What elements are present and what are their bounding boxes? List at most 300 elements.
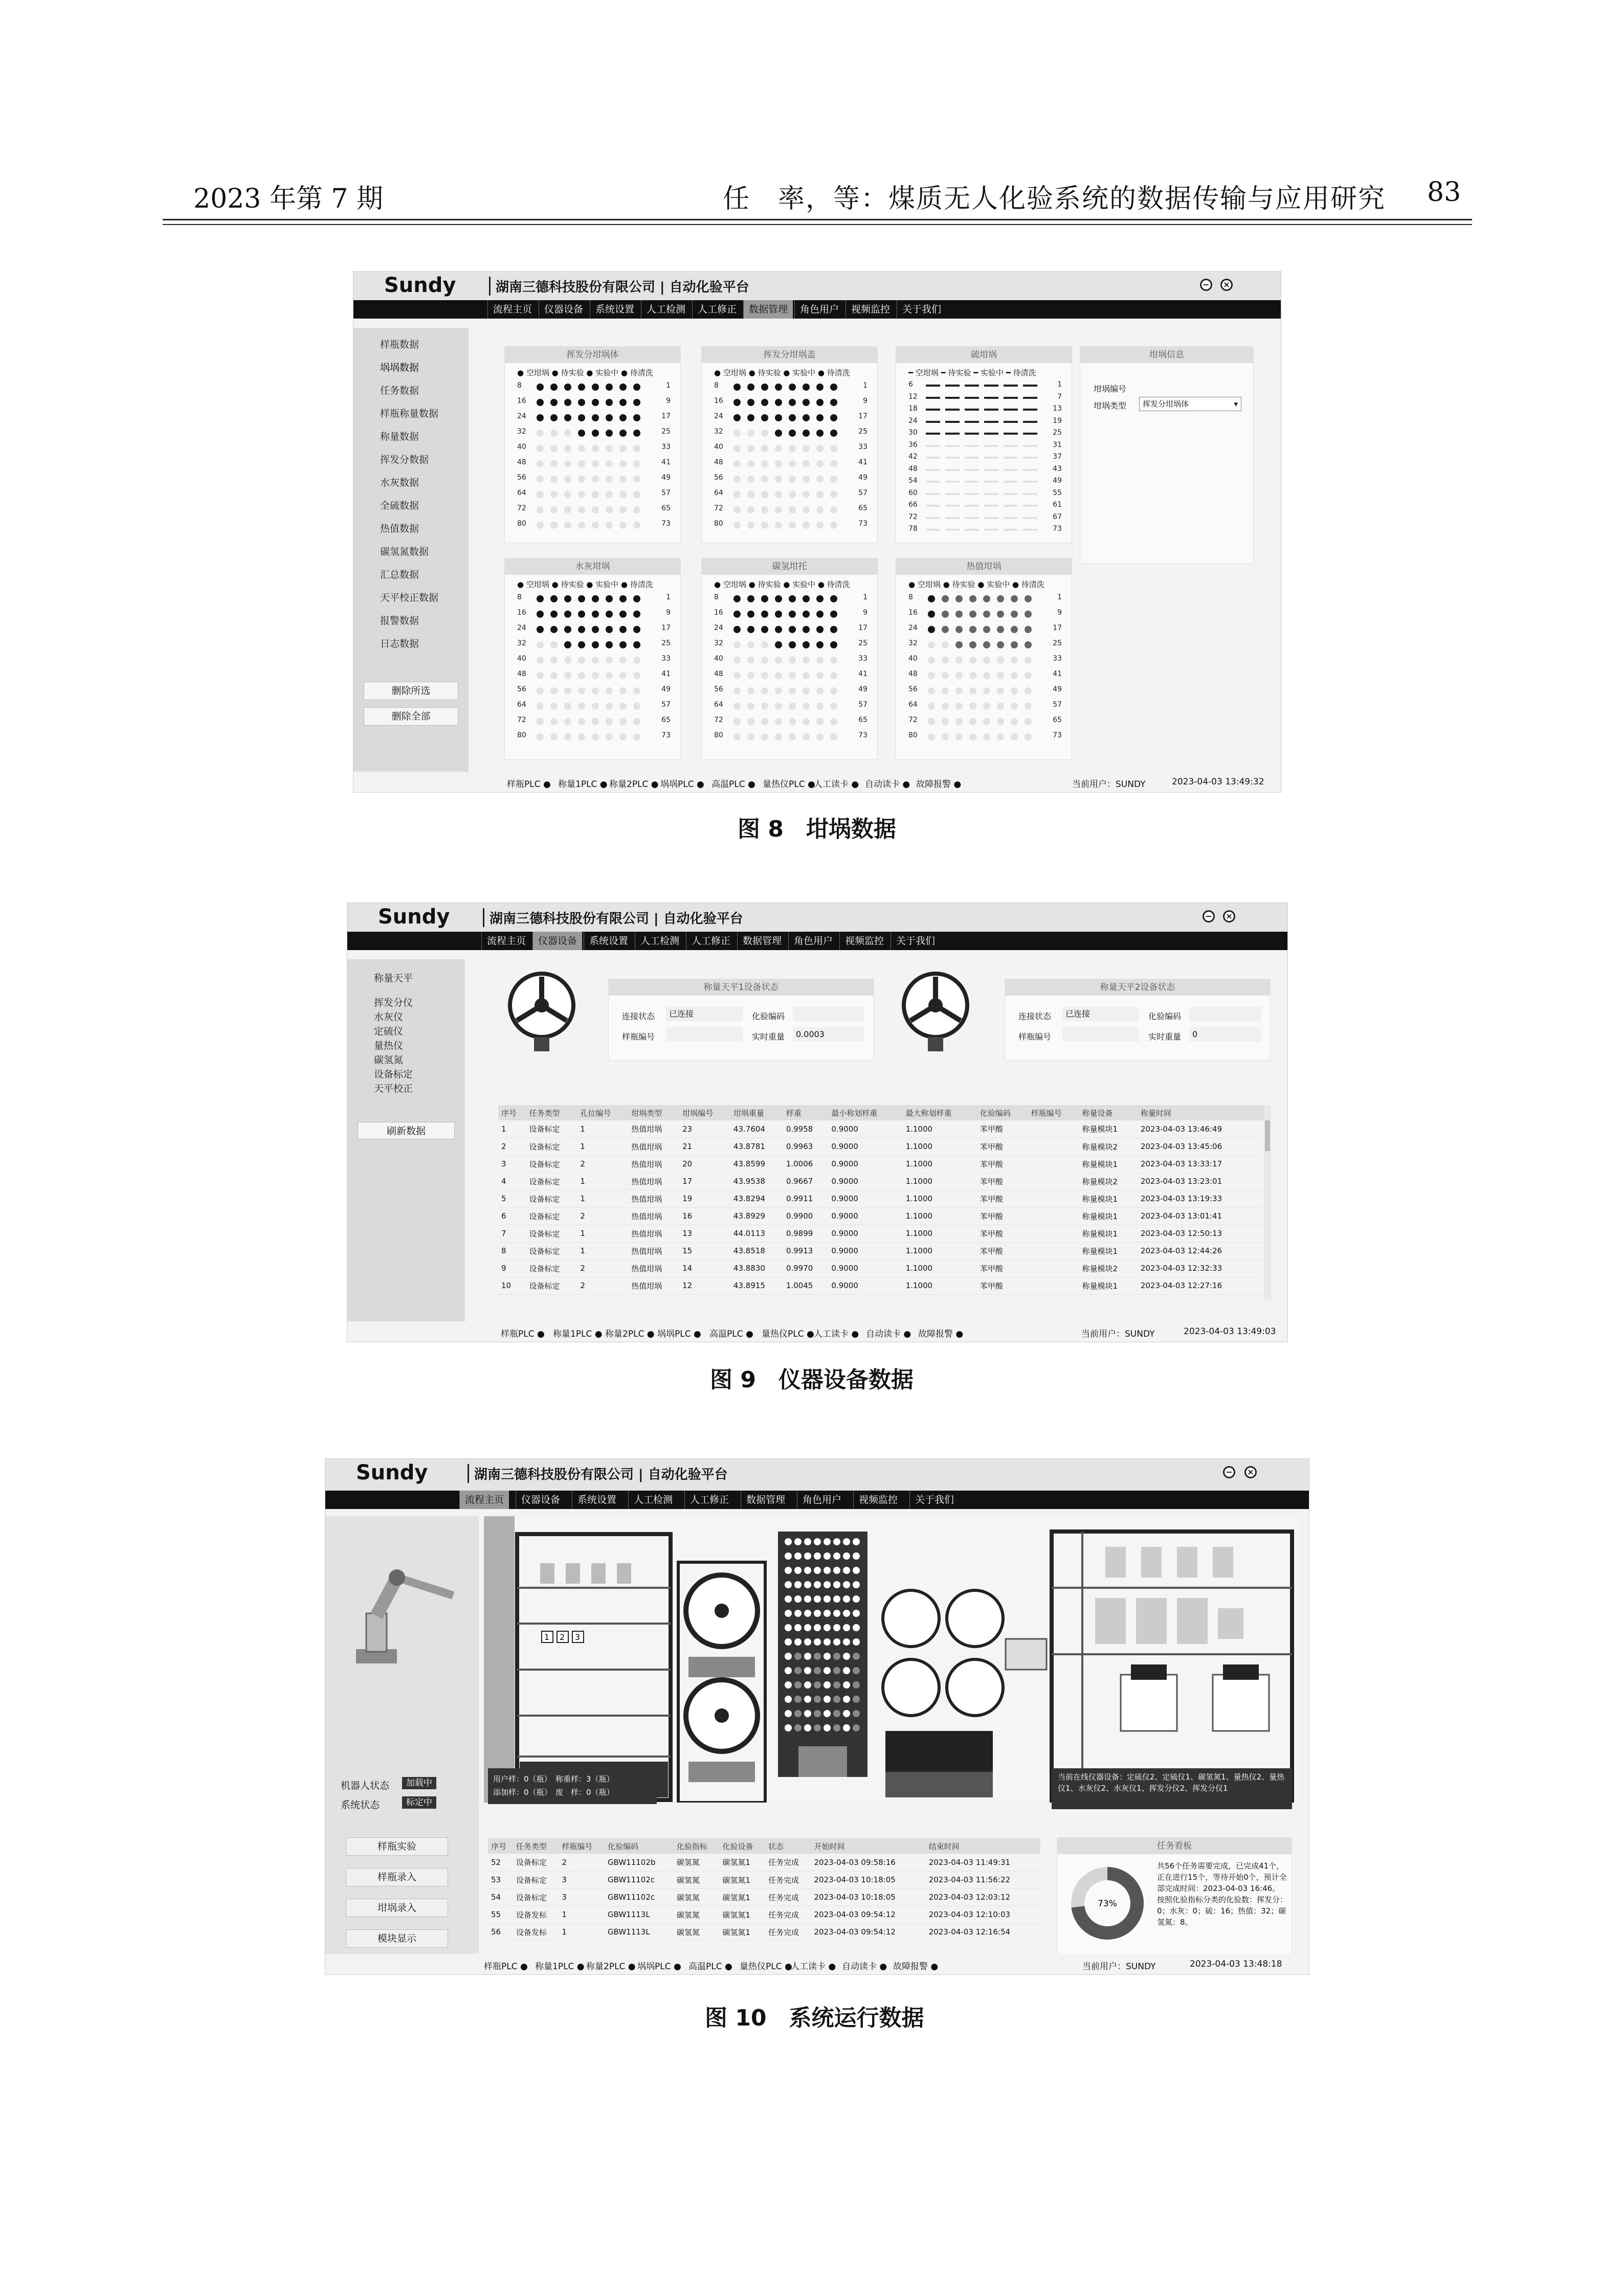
crucible-slot[interactable] <box>733 414 741 421</box>
crucible-slot[interactable] <box>803 522 810 529</box>
sidebar-item-7[interactable]: 全硫数据 <box>380 500 419 511</box>
crucible-slot[interactable] <box>789 506 796 513</box>
crucible-slot[interactable] <box>945 481 960 483</box>
crucible-slot[interactable] <box>550 657 558 664</box>
crucible-slot[interactable] <box>789 476 796 483</box>
col-header-2[interactable]: 孔位编号 <box>577 1105 628 1120</box>
crucible-slot[interactable] <box>816 611 824 618</box>
crucible-slot[interactable] <box>983 657 990 664</box>
crucible-slot[interactable] <box>578 611 585 618</box>
crucible-slot[interactable] <box>761 414 768 421</box>
crucible-slot[interactable] <box>928 718 935 725</box>
crucible-slot[interactable] <box>775 491 782 498</box>
crucible-slot[interactable] <box>1025 595 1032 602</box>
crucible-slot[interactable] <box>1023 445 1037 447</box>
sidebar-head[interactable]: 称量天平 <box>374 973 413 984</box>
crucible-slot[interactable] <box>761 595 768 602</box>
crucible-slot[interactable] <box>928 687 935 694</box>
crucible-slot[interactable] <box>984 517 998 519</box>
col-header-7[interactable]: 最小称划样重 <box>828 1105 902 1120</box>
crucible-slot[interactable] <box>633 522 640 529</box>
crucible-slot[interactable] <box>830 491 837 498</box>
crucible-slot[interactable] <box>1025 641 1032 648</box>
crucible-slot[interactable] <box>803 672 810 679</box>
nav-tab-5[interactable]: 数据管理 <box>743 300 793 319</box>
crucible-slot[interactable] <box>537 384 544 391</box>
crucible-slot[interactable] <box>830 506 837 513</box>
crucible-slot[interactable] <box>983 718 990 725</box>
table-row[interactable] <box>498 1242 1265 1259</box>
refresh-button[interactable]: 刷新数据 <box>358 1122 455 1139</box>
crucible-slot[interactable] <box>984 529 998 531</box>
crucible-slot[interactable] <box>984 385 998 387</box>
crucible-slot[interactable] <box>955 657 963 664</box>
nav-tab-1[interactable]: 仪器设备 <box>516 1491 565 1509</box>
crucible-slot[interactable] <box>1025 703 1032 710</box>
crucible-slot[interactable] <box>945 517 960 519</box>
crucible-slot[interactable] <box>926 445 940 447</box>
crucible-slot[interactable] <box>942 672 949 679</box>
crucible-slot[interactable] <box>606 414 613 421</box>
crucible-slot[interactable] <box>984 433 998 435</box>
crucible-slot[interactable] <box>945 505 960 507</box>
crucible-slot[interactable] <box>969 718 976 725</box>
crucible-slot[interactable] <box>564 476 571 483</box>
crucible-slot[interactable] <box>803 718 810 725</box>
crucible-slot[interactable] <box>830 414 837 421</box>
crucible-slot[interactable] <box>633 657 640 664</box>
col-header-6[interactable]: 样重 <box>783 1105 828 1120</box>
crucible-slot[interactable] <box>926 421 940 423</box>
crucible-slot[interactable] <box>945 409 960 411</box>
crucible-slot[interactable] <box>733 384 741 391</box>
crucible-slot[interactable] <box>592 672 599 679</box>
sidebar-item-11[interactable]: 天平校正数据 <box>380 592 439 603</box>
crucible-slot[interactable] <box>1023 517 1037 519</box>
crucible-slot[interactable] <box>955 733 963 740</box>
action-button-3[interactable]: 模块显示 <box>346 1929 448 1948</box>
crucible-slot[interactable] <box>761 430 768 437</box>
scrollbar-thumb[interactable] <box>1265 1120 1270 1151</box>
crucible-slot[interactable] <box>816 703 824 710</box>
crucible-slot[interactable] <box>592 611 599 618</box>
crucible-slot[interactable] <box>803 384 810 391</box>
crucible-slot[interactable] <box>984 505 998 507</box>
sidebar-item-3[interactable]: 样瓶称量数据 <box>380 408 439 419</box>
crucible-slot[interactable] <box>928 672 935 679</box>
crucible-slot[interactable] <box>747 384 754 391</box>
crucible-slot[interactable] <box>537 595 544 602</box>
crucible-slot[interactable] <box>803 414 810 421</box>
crucible-slot[interactable] <box>550 399 558 406</box>
crucible-slot[interactable] <box>816 733 824 740</box>
crucible-slot[interactable] <box>550 687 558 694</box>
crucible-slot[interactable] <box>619 657 627 664</box>
crucible-slot[interactable] <box>984 457 998 459</box>
crucible-slot[interactable] <box>997 595 1004 602</box>
crucible-slot[interactable] <box>1011 626 1018 633</box>
crucible-slot[interactable] <box>1023 421 1037 423</box>
action-button-1[interactable]: 样瓶录入 <box>346 1868 448 1886</box>
crucible-slot[interactable] <box>619 718 627 725</box>
crucible-slot[interactable] <box>926 529 940 531</box>
crucible-slot[interactable] <box>761 718 768 725</box>
crucible-slot[interactable] <box>803 703 810 710</box>
crucible-slot[interactable] <box>537 687 544 694</box>
crucible-slot[interactable] <box>550 641 558 648</box>
crucible-slot[interactable] <box>537 414 544 421</box>
crucible-slot[interactable] <box>789 445 796 452</box>
crucible-slot[interactable] <box>564 430 571 437</box>
nav-tab-1[interactable]: 仪器设备 <box>532 932 582 950</box>
crucible-slot[interactable] <box>537 460 544 467</box>
table-row[interactable] <box>498 1207 1265 1225</box>
crucible-slot[interactable] <box>803 399 810 406</box>
crucible-slot[interactable] <box>965 445 979 447</box>
nav-tab-5[interactable]: 数据管理 <box>741 1491 790 1509</box>
crucible-slot[interactable] <box>1004 457 1018 459</box>
crucible-slot[interactable] <box>789 657 796 664</box>
crucible-slot[interactable] <box>606 703 613 710</box>
delete-button-0[interactable]: 删除所选 <box>364 682 458 700</box>
crucible-slot[interactable] <box>830 522 837 529</box>
crucible-slot[interactable] <box>816 414 824 421</box>
crucible-slot[interactable] <box>633 703 640 710</box>
crucible-type-select[interactable] <box>1139 397 1241 411</box>
crucible-slot[interactable] <box>1023 385 1037 387</box>
crucible-slot[interactable] <box>564 687 571 694</box>
crucible-slot[interactable] <box>926 469 940 471</box>
crucible-slot[interactable] <box>537 476 544 483</box>
sidebar-item-5[interactable]: 设备标定 <box>374 1069 413 1080</box>
nav-tab-8[interactable]: 关于我们 <box>909 1491 959 1509</box>
crucible-slot[interactable] <box>619 672 627 679</box>
crucible-slot[interactable] <box>830 718 837 725</box>
crucible-slot[interactable] <box>955 626 963 633</box>
crucible-slot[interactable] <box>816 491 824 498</box>
col-header-3[interactable]: 化验编码 <box>605 1838 674 1854</box>
crucible-slot[interactable] <box>606 641 613 648</box>
crucible-slot[interactable] <box>1025 611 1032 618</box>
crucible-slot[interactable] <box>619 641 627 648</box>
crucible-slot[interactable] <box>830 399 837 406</box>
crucible-slot[interactable] <box>733 445 741 452</box>
sidebar-item-2[interactable]: 定硫仪 <box>374 1026 404 1037</box>
crucible-slot[interactable] <box>564 672 571 679</box>
crucible-slot[interactable] <box>633 718 640 725</box>
crucible-slot[interactable] <box>633 445 640 452</box>
crucible-slot[interactable] <box>928 641 935 648</box>
sidebar-item-0[interactable]: 挥发分仪 <box>374 997 413 1008</box>
crucible-slot[interactable] <box>789 718 796 725</box>
crucible-slot[interactable] <box>983 672 990 679</box>
crucible-slot[interactable] <box>578 657 585 664</box>
crucible-slot[interactable] <box>984 421 998 423</box>
crucible-slot[interactable] <box>983 626 990 633</box>
crucible-slot[interactable] <box>606 733 613 740</box>
crucible-slot[interactable] <box>830 430 837 437</box>
crucible-slot[interactable] <box>619 611 627 618</box>
crucible-slot[interactable] <box>984 409 998 411</box>
crucible-slot[interactable] <box>733 718 741 725</box>
crucible-slot[interactable] <box>1023 457 1037 459</box>
crucible-slot[interactable] <box>578 718 585 725</box>
sidebar-item-0[interactable]: 样瓶数据 <box>380 339 419 350</box>
crucible-slot[interactable] <box>789 611 796 618</box>
crucible-slot[interactable] <box>1025 672 1032 679</box>
col-header-1[interactable]: 任务类型 <box>526 1105 577 1120</box>
crucible-slot[interactable] <box>942 657 949 664</box>
crucible-slot[interactable] <box>761 687 768 694</box>
crucible-slot[interactable] <box>578 703 585 710</box>
table-row[interactable] <box>498 1190 1265 1207</box>
crucible-slot[interactable] <box>997 657 1004 664</box>
crucible-slot[interactable] <box>775 399 782 406</box>
crucible-slot[interactable] <box>926 505 940 507</box>
crucible-slot[interactable] <box>633 595 640 602</box>
crucible-slot[interactable] <box>926 457 940 459</box>
crucible-slot[interactable] <box>997 733 1004 740</box>
crucible-slot[interactable] <box>983 733 990 740</box>
crucible-slot[interactable] <box>830 460 837 467</box>
crucible-slot[interactable] <box>984 481 998 483</box>
crucible-slot[interactable] <box>733 611 741 618</box>
crucible-slot[interactable] <box>1023 397 1037 399</box>
crucible-slot[interactable] <box>606 506 613 513</box>
col-header-4[interactable]: 化验指标 <box>674 1838 720 1854</box>
crucible-slot[interactable] <box>733 641 741 648</box>
crucible-slot[interactable] <box>747 399 754 406</box>
crucible-slot[interactable] <box>564 703 571 710</box>
crucible-slot[interactable] <box>733 595 741 602</box>
close-icon[interactable]: × <box>1223 910 1235 922</box>
crucible-slot[interactable] <box>592 626 599 633</box>
crucible-slot[interactable] <box>747 687 754 694</box>
sidebar-item-13[interactable]: 日志数据 <box>380 638 419 649</box>
crucible-slot[interactable] <box>775 460 782 467</box>
nav-tab-0[interactable]: 流程主页 <box>459 1491 509 1509</box>
crucible-slot[interactable] <box>928 611 935 618</box>
crucible-slot[interactable] <box>816 460 824 467</box>
crucible-slot[interactable] <box>733 657 741 664</box>
crucible-slot[interactable] <box>761 703 768 710</box>
crucible-slot[interactable] <box>606 626 613 633</box>
crucible-slot[interactable] <box>969 687 976 694</box>
table-row[interactable] <box>488 1871 1040 1888</box>
sidebar-item-6[interactable]: 水灰数据 <box>380 477 419 488</box>
crucible-slot[interactable] <box>803 445 810 452</box>
crucible-slot[interactable] <box>1004 481 1018 483</box>
crucible-slot[interactable] <box>965 421 979 423</box>
crucible-slot[interactable] <box>1025 733 1032 740</box>
crucible-slot[interactable] <box>564 414 571 421</box>
crucible-slot[interactable] <box>816 687 824 694</box>
crucible-slot[interactable] <box>761 445 768 452</box>
crucible-slot[interactable] <box>592 657 599 664</box>
crucible-slot[interactable] <box>747 506 754 513</box>
crucible-slot[interactable] <box>1023 505 1037 507</box>
col-header-2[interactable]: 样瓶编号 <box>559 1838 605 1854</box>
col-header-7[interactable]: 开始时间 <box>811 1838 925 1854</box>
crucible-slot[interactable] <box>537 672 544 679</box>
crucible-slot[interactable] <box>761 626 768 633</box>
crucible-slot[interactable] <box>942 733 949 740</box>
crucible-slot[interactable] <box>619 384 627 391</box>
nav-tab-1[interactable]: 仪器设备 <box>539 300 588 319</box>
crucible-slot[interactable] <box>619 687 627 694</box>
crucible-slot[interactable] <box>537 491 544 498</box>
crucible-slot[interactable] <box>747 460 754 467</box>
crucible-slot[interactable] <box>747 414 754 421</box>
crucible-slot[interactable] <box>564 611 571 618</box>
crucible-slot[interactable] <box>550 445 558 452</box>
crucible-slot[interactable] <box>945 529 960 531</box>
crucible-slot[interactable] <box>969 733 976 740</box>
crucible-slot[interactable] <box>997 611 1004 618</box>
crucible-slot[interactable] <box>816 399 824 406</box>
action-button-2[interactable]: 坩埚录入 <box>346 1899 448 1917</box>
crucible-slot[interactable] <box>578 399 585 406</box>
crucible-slot[interactable] <box>578 506 585 513</box>
crucible-slot[interactable] <box>803 491 810 498</box>
crucible-slot[interactable] <box>564 460 571 467</box>
crucible-slot[interactable] <box>803 611 810 618</box>
crucible-slot[interactable] <box>633 733 640 740</box>
crucible-slot[interactable] <box>578 641 585 648</box>
crucible-slot[interactable] <box>830 687 837 694</box>
crucible-slot[interactable] <box>537 657 544 664</box>
crucible-slot[interactable] <box>969 703 976 710</box>
crucible-slot[interactable] <box>926 397 940 399</box>
crucible-slot[interactable] <box>619 414 627 421</box>
crucible-slot[interactable] <box>747 611 754 618</box>
crucible-slot[interactable] <box>564 733 571 740</box>
crucible-slot[interactable] <box>633 506 640 513</box>
crucible-slot[interactable] <box>997 703 1004 710</box>
crucible-slot[interactable] <box>578 733 585 740</box>
crucible-slot[interactable] <box>592 445 599 452</box>
crucible-slot[interactable] <box>775 703 782 710</box>
table-row[interactable] <box>498 1259 1265 1277</box>
crucible-slot[interactable] <box>592 460 599 467</box>
crucible-slot[interactable] <box>578 595 585 602</box>
crucible-slot[interactable] <box>606 491 613 498</box>
crucible-slot[interactable] <box>619 703 627 710</box>
crucible-slot[interactable] <box>789 384 796 391</box>
col-header-3[interactable]: 坩埚类型 <box>628 1105 679 1120</box>
crucible-slot[interactable] <box>816 626 824 633</box>
crucible-slot[interactable] <box>592 399 599 406</box>
crucible-slot[interactable] <box>789 595 796 602</box>
crucible-slot[interactable] <box>926 385 940 387</box>
crucible-slot[interactable] <box>926 481 940 483</box>
crucible-slot[interactable] <box>803 595 810 602</box>
crucible-slot[interactable] <box>945 469 960 471</box>
nav-tab-4[interactable]: 人工修正 <box>686 932 736 950</box>
crucible-slot[interactable] <box>803 626 810 633</box>
crucible-slot[interactable] <box>619 595 627 602</box>
crucible-slot[interactable] <box>592 703 599 710</box>
crucible-slot[interactable] <box>1004 529 1018 531</box>
crucible-slot[interactable] <box>955 687 963 694</box>
crucible-slot[interactable] <box>945 385 960 387</box>
sidebar-item-6[interactable]: 天平校正 <box>374 1083 413 1094</box>
crucible-slot[interactable] <box>733 430 741 437</box>
crucible-slot[interactable] <box>578 522 585 529</box>
crucible-slot[interactable] <box>761 657 768 664</box>
crucible-slot[interactable] <box>945 445 960 447</box>
crucible-slot[interactable] <box>955 595 963 602</box>
crucible-slot[interactable] <box>803 460 810 467</box>
crucible-slot[interactable] <box>945 457 960 459</box>
crucible-slot[interactable] <box>789 703 796 710</box>
crucible-slot[interactable] <box>578 445 585 452</box>
crucible-slot[interactable] <box>816 384 824 391</box>
crucible-slot[interactable] <box>619 476 627 483</box>
crucible-slot[interactable] <box>606 399 613 406</box>
crucible-slot[interactable] <box>789 460 796 467</box>
crucible-slot[interactable] <box>983 687 990 694</box>
crucible-slot[interactable] <box>830 733 837 740</box>
crucible-slot[interactable] <box>564 522 571 529</box>
crucible-slot[interactable] <box>564 641 571 648</box>
crucible-slot[interactable] <box>1004 505 1018 507</box>
nav-tab-3[interactable]: 人工检测 <box>628 1491 678 1509</box>
crucible-slot[interactable] <box>789 414 796 421</box>
crucible-slot[interactable] <box>830 384 837 391</box>
sidebar-item-1[interactable]: 水灰仪 <box>374 1011 404 1023</box>
crucible-slot[interactable] <box>942 718 949 725</box>
crucible-slot[interactable] <box>1011 595 1018 602</box>
crucible-slot[interactable] <box>1004 517 1018 519</box>
crucible-slot[interactable] <box>747 641 754 648</box>
crucible-slot[interactable] <box>945 397 960 399</box>
crucible-slot[interactable] <box>564 506 571 513</box>
crucible-slot[interactable] <box>578 430 585 437</box>
crucible-slot[interactable] <box>619 430 627 437</box>
crucible-slot[interactable] <box>606 718 613 725</box>
nav-tab-6[interactable]: 角色用户 <box>788 932 838 950</box>
crucible-slot[interactable] <box>633 384 640 391</box>
crucible-slot[interactable] <box>747 657 754 664</box>
crucible-slot[interactable] <box>592 491 599 498</box>
crucible-slot[interactable] <box>775 733 782 740</box>
crucible-slot[interactable] <box>965 517 979 519</box>
nav-tab-3[interactable]: 人工检测 <box>635 932 684 950</box>
crucible-slot[interactable] <box>955 718 963 725</box>
col-header-10[interactable]: 样瓶编号 <box>1028 1105 1079 1120</box>
crucible-slot[interactable] <box>550 703 558 710</box>
sidebar-item-8[interactable]: 热值数据 <box>380 523 419 534</box>
nav-tab-6[interactable]: 角色用户 <box>794 300 844 319</box>
crucible-slot[interactable] <box>1011 703 1018 710</box>
crucible-slot[interactable] <box>945 421 960 423</box>
crucible-slot[interactable] <box>803 657 810 664</box>
crucible-slot[interactable] <box>733 703 741 710</box>
crucible-slot[interactable] <box>803 476 810 483</box>
crucible-slot[interactable] <box>969 657 976 664</box>
crucible-slot[interactable] <box>537 430 544 437</box>
crucible-slot[interactable] <box>761 399 768 406</box>
crucible-slot[interactable] <box>984 445 998 447</box>
crucible-slot[interactable] <box>564 657 571 664</box>
crucible-slot[interactable] <box>619 506 627 513</box>
crucible-slot[interactable] <box>1011 641 1018 648</box>
crucible-slot[interactable] <box>789 522 796 529</box>
crucible-slot[interactable] <box>789 672 796 679</box>
table-row[interactable] <box>488 1906 1040 1923</box>
sidebar-item-4[interactable]: 称量数据 <box>380 431 419 442</box>
